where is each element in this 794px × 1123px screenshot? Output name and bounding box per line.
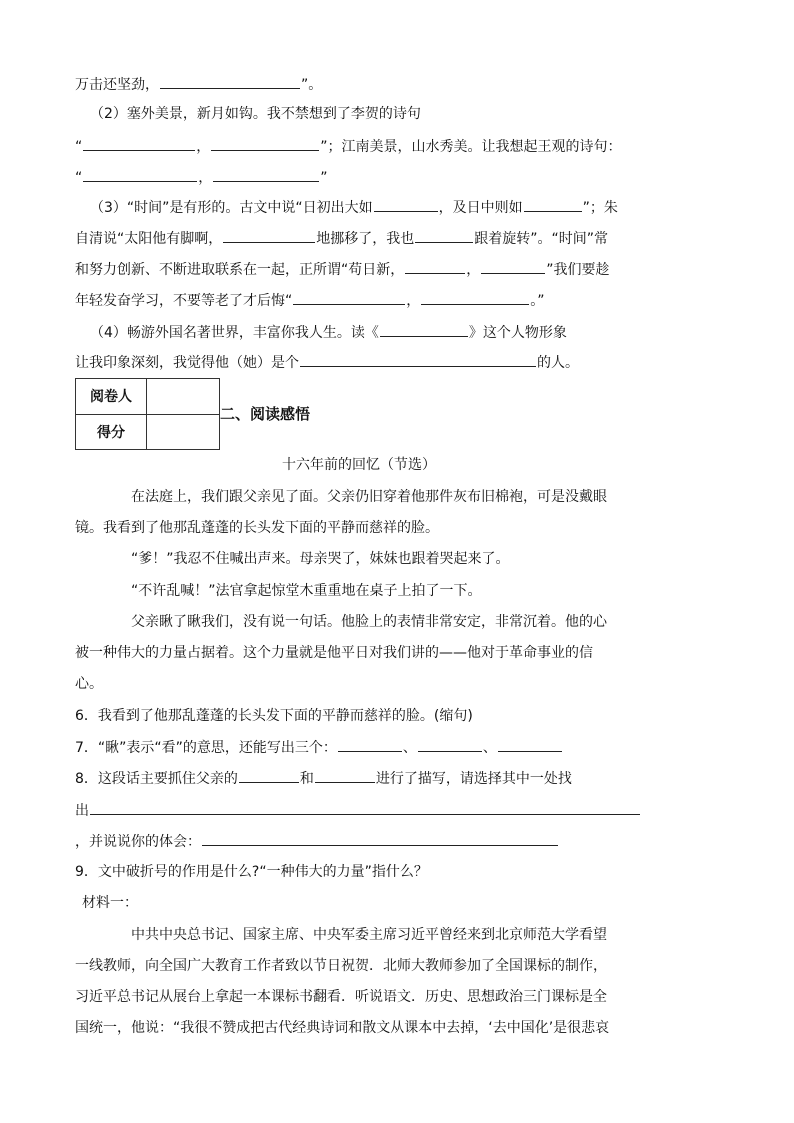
text: ”；江南美景，山水秀美。让我想起王观的诗句： — [320, 139, 622, 155]
text: 年轻发奋学习，不要等老了才后悔“ — [75, 293, 293, 309]
paragraph-line: 父亲瞅了瞅我们，没有说一句话。他脸上的表情非常安定，非常沉着。他的心 — [131, 614, 607, 630]
text: （3）“时间”是有形的。古文中说“日初出大如 — [90, 200, 373, 216]
answer-blank[interactable] — [405, 259, 465, 274]
text: “ — [75, 139, 83, 155]
line-5 — [90, 197, 618, 217]
score-table — [75, 378, 220, 450]
answer-blank[interactable] — [415, 228, 473, 243]
text: 和 — [299, 771, 314, 787]
material-line: 一线教师，向全国广大教育工作者致以节日祝贺．北师大教师参加了全国课标的制作， — [75, 958, 607, 974]
text: 跟着旋转”。“时间”常 — [474, 231, 609, 247]
answer-blank[interactable] — [374, 197, 438, 212]
line-6 — [75, 228, 608, 248]
text: 、 — [482, 740, 497, 756]
answer-blank[interactable] — [160, 74, 300, 89]
text: 自清说“太阳他有脚啊， — [75, 231, 223, 247]
text: ， — [466, 262, 481, 278]
question-9: 9．文中破折号的作用是什么?“一种伟大的力量”指什么？ — [75, 864, 428, 880]
text: 和努力创新、不断进取联系在一起，正所谓“苟日新， — [75, 262, 405, 278]
material-line: 中共中央总书记、国家主席、中央军委主席习近平曾经来到北京师范大学看望 — [131, 927, 607, 943]
question-7 — [75, 737, 563, 757]
text: 地挪移了，我也 — [316, 231, 415, 247]
text: 万击还坚劲， — [75, 77, 159, 93]
paragraph-line: “不许乱喊！”法官拿起惊堂木重重地在桌子上拍了一下。 — [131, 583, 482, 599]
text: ”。 — [301, 77, 323, 93]
line-7 — [75, 259, 610, 279]
text: 》这个人物形象 — [468, 325, 567, 341]
reviewer-label: 阅卷人 — [76, 379, 147, 415]
answer-blank[interactable] — [380, 322, 468, 337]
question-8-line-2 — [75, 800, 641, 820]
question-6: 6．我看到了他那乱蓬蓬的长头发下面的平静而慈祥的脸。(缩句) — [75, 708, 473, 724]
answer-blank[interactable] — [421, 290, 529, 305]
answer-blank[interactable] — [498, 737, 562, 752]
line-8 — [75, 290, 545, 310]
text: ”；朱 — [582, 200, 618, 216]
answer-blank[interactable] — [300, 352, 536, 367]
text: 。” — [530, 293, 545, 309]
paragraph-line: 在法庭上，我们跟父亲见了面。父亲仍旧穿着他那件灰布旧棉袍，可是没戴眼 — [131, 489, 607, 505]
text: ，并说说你的体会： — [75, 834, 201, 850]
answer-blank[interactable] — [211, 136, 319, 151]
answer-blank[interactable] — [90, 800, 640, 815]
answer-blank[interactable] — [83, 136, 195, 151]
reviewer-cell[interactable] — [147, 379, 220, 415]
text: 进行了描写，请选择其中一处找 — [375, 771, 572, 787]
text: （2）塞外美景，新月如钩。我不禁想到了李贺的诗句 — [90, 106, 421, 122]
text: 的人。 — [537, 355, 579, 371]
text: 8．这段话主要抓住父亲的 — [75, 771, 238, 787]
text: ， — [196, 139, 211, 155]
answer-blank[interactable] — [223, 228, 315, 243]
material-line: 国统一，他说：“我很不赞成把古代经典诗词和散文从课本中去掉，‘去中国化’是很悲哀 — [75, 1020, 610, 1036]
answer-blank[interactable] — [338, 737, 402, 752]
answer-blank[interactable] — [418, 737, 482, 752]
line-2 — [90, 104, 421, 124]
material-line: 习近平总书记从展台上拿起一本课标书翻看．听说语文．历史、思想政治三门课标是全 — [75, 989, 607, 1005]
text: 出 — [75, 803, 89, 819]
question-8 — [75, 768, 572, 788]
paragraph-line: 镜。我看到了他那乱蓬蓬的长头发下面的平静而慈祥的脸。 — [75, 520, 439, 536]
line-10 — [75, 352, 579, 372]
text: （4）畅游外国名著世界，丰富你我人生。读《 — [90, 325, 379, 341]
answer-blank[interactable] — [293, 290, 405, 305]
text: ，及日中则如 — [438, 200, 523, 216]
answer-blank[interactable] — [202, 831, 558, 846]
answer-blank[interactable] — [83, 167, 197, 182]
line-4 — [75, 167, 328, 187]
text: ”我们要趁 — [546, 262, 610, 278]
section-title: 二、阅读感悟 — [220, 405, 311, 423]
paragraph-line: “爹！”我忍不住喊出声来。母亲哭了，妹妹也跟着哭起来了。 — [131, 551, 510, 567]
passage-title: 十六年前的回忆（节选） — [282, 457, 436, 473]
line-3 — [75, 136, 622, 156]
answer-blank[interactable] — [239, 768, 299, 783]
text: ， — [406, 293, 421, 309]
text: 、 — [402, 740, 417, 756]
text: ， — [198, 170, 213, 186]
score-cell[interactable] — [147, 414, 220, 450]
text: 7．“瞅”表示“看”的意思，还能写出三个： — [75, 740, 337, 756]
paragraph-line: 被一种伟大的力量占据着。这个力量就是他平日对我们讲的——他对于革命事业的信 — [75, 645, 593, 661]
answer-blank[interactable] — [481, 259, 545, 274]
question-8-line-3 — [75, 831, 559, 851]
paragraph-line: 心。 — [75, 676, 103, 692]
text: ” — [320, 170, 328, 186]
text: 让我印象深刻，我觉得他（她）是个 — [75, 355, 299, 371]
material-label: 材料一： — [82, 895, 138, 911]
answer-blank[interactable] — [524, 197, 582, 212]
text: “ — [75, 170, 83, 186]
line-1 — [75, 74, 322, 94]
score-label: 得分 — [76, 414, 147, 450]
answer-blank[interactable] — [315, 768, 375, 783]
line-9 — [90, 322, 567, 342]
answer-blank[interactable] — [213, 167, 319, 182]
